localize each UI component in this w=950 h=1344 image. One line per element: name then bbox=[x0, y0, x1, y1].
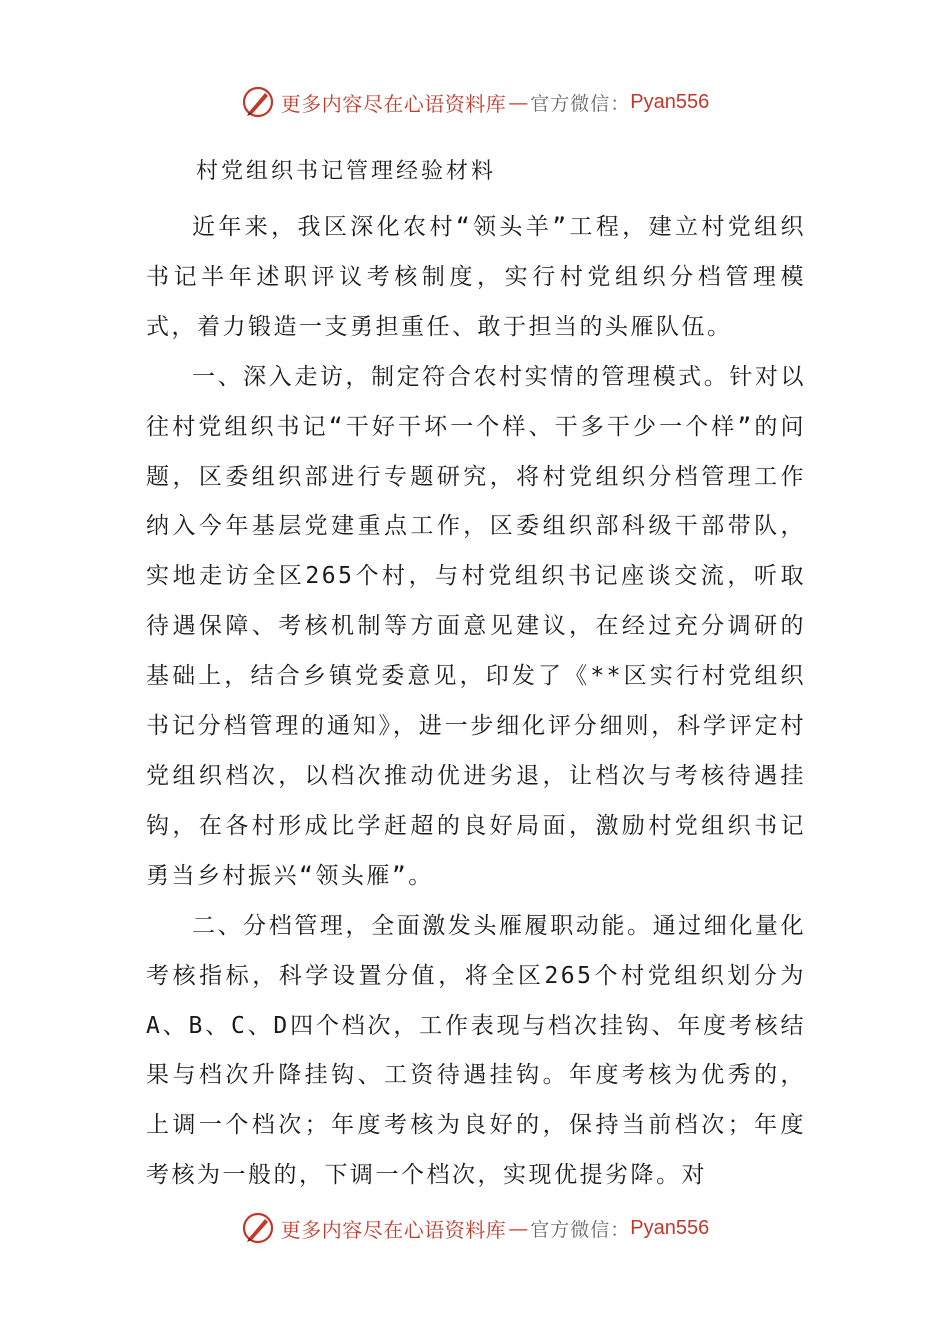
banner-wechat-label: 官方微信： bbox=[530, 1218, 631, 1241]
paragraph-intro: 近年来，我区深化农村“领头羊”工程，建立村党组织书记半年述职评议考核制度，实行村党组织分档管理模式，着力锻造一支勇担重任、敢于担当的头雁队伍。 bbox=[146, 214, 806, 340]
document-title: 村党组织书记管理经验材料 bbox=[196, 159, 497, 184]
banner-dash: — bbox=[508, 1216, 529, 1240]
banner-main-text: 更多内容尽在心语资料库 bbox=[280, 1217, 507, 1242]
header-banner bbox=[0, 82, 950, 122]
pen-logo-icon bbox=[241, 85, 275, 119]
banner-wechat-label: 官方微信： bbox=[530, 92, 631, 115]
document-body bbox=[146, 203, 806, 1201]
paragraph-section-2: 二、分档管理，全面激发头雁履职动能。通过细化量化考核指标，科学设置分值，将全区265个村党组织划分为A、B、C、D四个档次，工作表现与档次挂钩、年度考核结果与档次升降挂钩、工资待遇挂钩。年度考核为优秀的，上调一个档次；年度考核为良好的，保持当前档次；年度考核为一般的，下调一个档次，实现优提劣降。对 bbox=[146, 912, 806, 1189]
banner-wechat-id: Pyan556 bbox=[630, 1216, 710, 1239]
banner-dash: — bbox=[508, 90, 529, 114]
paragraph-section-1: 一、深入走访，制定符合农村实情的管理模式。针对以往村党组织书记“干好干坏一个样、干多干少一个样”的问题，区委组织部进行专题研究，将村党组织分档管理工作纳入今年基层党建重点工作，区委组织部科级干部带队，实地走访全区265个村，与村党组织书记座谈交流，听取待遇保障、考核机制等方面意见建议，在经过充分调研的基础上，结合乡镇党委意见，印发了《**区实行村党组织书记分档管理的通知》，进一步细化评分细则，科学评定村党组织档次，以档次推动优进劣退，让档次与考核待遇挂钩，在各村形成比学赶超的良好局面，激励村党组织书记勇当乡村振兴“领头雁”。 bbox=[146, 363, 806, 889]
pen-logo-icon bbox=[241, 1211, 275, 1245]
banner-wechat-id: Pyan556 bbox=[630, 90, 710, 113]
banner-main-text: 更多内容尽在心语资料库 bbox=[280, 91, 507, 116]
footer-banner bbox=[0, 1208, 950, 1248]
